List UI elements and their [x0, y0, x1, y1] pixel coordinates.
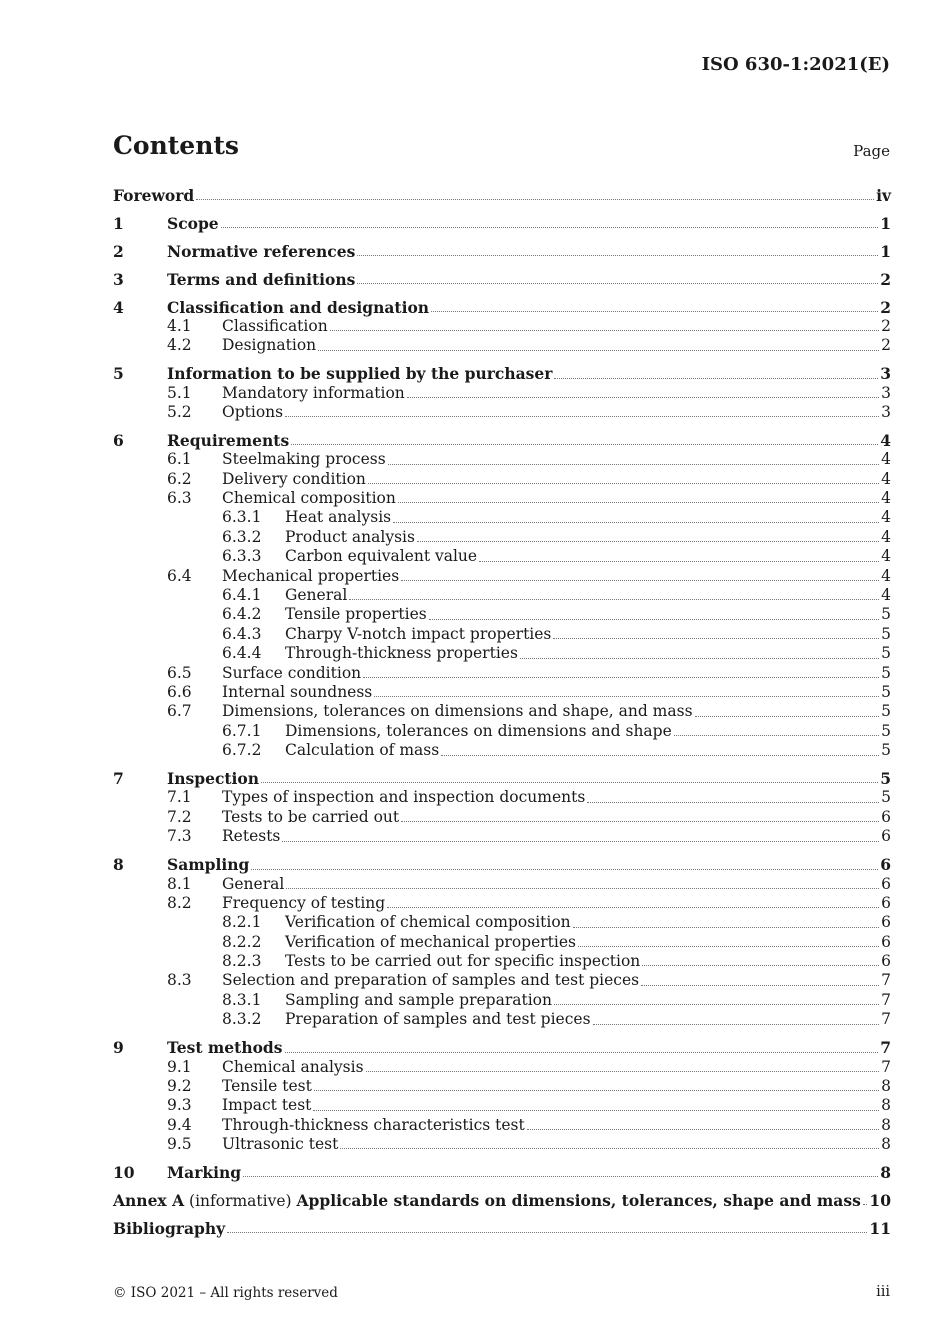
toc-entry-number: 6.3.2: [222, 527, 262, 546]
toc-entry-page: 10: [869, 1190, 891, 1210]
toc-entry-page: 6: [881, 827, 891, 846]
toc-entry[interactable]: [113, 1096, 891, 1115]
toc-entry-page: 7: [881, 1010, 891, 1029]
toc-entry-number: 7.2: [167, 807, 192, 826]
toc-entry[interactable]: [113, 1219, 891, 1238]
dot-leader: [330, 329, 879, 331]
annex-note: (informative): [184, 1191, 297, 1210]
toc-entry-page: 3: [881, 383, 891, 402]
toc-entry[interactable]: [113, 605, 891, 624]
toc-entry-number: 7.1: [167, 788, 192, 807]
toc-entry-page: 5: [881, 741, 891, 760]
toc-entry-page: 2: [881, 336, 891, 355]
toc-entry-title: [113, 1191, 861, 1211]
toc-entry-page: 8: [881, 1096, 891, 1115]
toc-entry-number: 6.2: [167, 469, 192, 488]
toc-entry-page: 6: [881, 874, 891, 893]
toc-entry-title: Dimensions, tolerances on dimensions and shape: [285, 721, 672, 740]
dot-leader: [196, 198, 874, 200]
dot-leader: [286, 887, 879, 889]
toc-entry-title: Information to be supplied by the purchaser: [167, 364, 553, 384]
dot-leader: [285, 1051, 879, 1053]
dot-leader: [553, 637, 879, 639]
dot-leader: [520, 657, 879, 659]
toc-entry-number: 9.1: [167, 1057, 192, 1076]
toc-entry-number: 6.7.2: [222, 741, 262, 760]
toc-entry[interactable]: [113, 1191, 891, 1210]
dot-leader: [374, 695, 879, 697]
toc-entry[interactable]: [113, 683, 891, 702]
toc-entry-number: 10: [113, 1162, 135, 1182]
dot-leader: [554, 377, 878, 379]
toc-entry-title: Marking: [167, 1162, 242, 1182]
document-id: ISO 630-1:2021(E): [701, 54, 890, 75]
dot-leader: [417, 540, 879, 542]
dot-leader: [291, 443, 878, 445]
toc-entry-number: 9: [113, 1038, 124, 1058]
toc-entry-title: Delivery condition: [222, 469, 366, 488]
toc-entry-number: 9.4: [167, 1115, 192, 1134]
toc-entry-number: 6.7.1: [222, 721, 262, 740]
toc-entry[interactable]: [113, 242, 891, 261]
toc-entry-number: 6.7: [167, 702, 192, 721]
toc-entry-title: Internal soundness: [222, 682, 373, 701]
toc-entry-page: 5: [881, 644, 891, 663]
toc-entry-title: Dimensions, tolerances on dimensions and shape, and mass: [222, 702, 693, 721]
toc-entry-title: Verification of chemical composition: [285, 913, 571, 932]
toc-entry-title: Options: [222, 403, 284, 422]
copyright-notice: © ISO 2021 – All rights reserved: [113, 1285, 338, 1301]
table-of-contents: [113, 184, 891, 1238]
toc-entry-page: 2: [880, 269, 891, 289]
dot-leader: [363, 676, 879, 678]
toc-entry-number: 7: [113, 769, 124, 789]
toc-entry-page: 4: [881, 450, 891, 469]
page-column-label: Page: [853, 142, 890, 160]
toc-entry-page: 4: [881, 527, 891, 546]
toc-entry[interactable]: [113, 1135, 891, 1154]
dot-leader: [527, 1128, 879, 1130]
toc-entry-title: Scope: [167, 213, 219, 233]
toc-entry[interactable]: [113, 547, 891, 566]
toc-entry-number: 2: [113, 241, 124, 261]
toc-entry-page: 2: [880, 297, 891, 317]
toc-entry-title: Test methods: [167, 1038, 283, 1058]
toc-entry-title: Product analysis: [285, 527, 415, 546]
toc-entry-title: Designation: [222, 336, 317, 355]
toc-entry-page: 4: [881, 586, 891, 605]
toc-entry[interactable]: [113, 528, 891, 547]
toc-entry-title: Chemical analysis: [222, 1057, 364, 1076]
annex-title-part: Applicable standards on dimensions, tolerances, shape and mass: [296, 1190, 861, 1210]
toc-entry-title: Impact test: [222, 1096, 312, 1115]
toc-entry-number: 6.4.1: [222, 586, 262, 605]
toc-entry-page: 5: [881, 605, 891, 624]
dot-leader: [366, 1070, 880, 1072]
toc-entry-page: 3: [881, 403, 891, 422]
dot-leader: [221, 226, 879, 228]
toc-entry-title: Verification of mechanical properties: [285, 932, 576, 951]
toc-entry-number: 6.4.3: [222, 624, 262, 643]
toc-entry-number: 8.3.1: [222, 990, 262, 1009]
toc-entry-page: 11: [869, 1218, 891, 1238]
dot-leader: [357, 282, 878, 284]
dot-leader: [261, 781, 878, 783]
toc-entry[interactable]: [113, 489, 891, 508]
dot-leader: [863, 1203, 868, 1205]
toc-entry[interactable]: [113, 894, 891, 913]
toc-entry-number: 8.2.3: [222, 952, 262, 971]
toc-entry-number: 8.2: [167, 893, 192, 912]
dot-leader: [318, 349, 879, 351]
toc-entry[interactable]: [113, 214, 891, 233]
toc-entry-page: 6: [881, 952, 891, 971]
toc-entry[interactable]: [113, 403, 891, 422]
toc-entry-number: 8.3: [167, 971, 192, 990]
dot-leader: [441, 754, 879, 756]
toc-entry-page: 5: [881, 721, 891, 740]
toc-entry-page: 8: [881, 1115, 891, 1134]
toc-entry-page: 4: [881, 547, 891, 566]
toc-entry-title: Through-thickness properties: [285, 644, 518, 663]
toc-entry-page: 7: [881, 971, 891, 990]
toc-entry-number: 6.4: [167, 566, 192, 585]
toc-entry[interactable]: [113, 567, 891, 586]
toc-entry-title: Surface condition: [222, 663, 362, 682]
toc-entry-page: 8: [881, 1135, 891, 1154]
toc-entry-page: 7: [880, 1038, 891, 1058]
toc-entry-title: Types of inspection and inspection documents: [222, 788, 586, 807]
toc-entry-number: 7.3: [167, 827, 192, 846]
toc-entry-title: Charpy V-notch impact properties: [285, 624, 552, 643]
toc-entry-number: 5.2: [167, 403, 192, 422]
toc-entry-title: Foreword: [113, 186, 195, 205]
toc-entry[interactable]: [113, 186, 891, 205]
toc-entry-page: 8: [880, 1162, 891, 1182]
toc-entry-number: 9.3: [167, 1096, 192, 1115]
toc-entry[interactable]: [113, 913, 891, 932]
toc-entry-title: Tests to be carried out: [222, 807, 400, 826]
toc-entry[interactable]: [113, 270, 891, 289]
dot-leader: [251, 868, 878, 870]
dot-leader: [593, 1023, 880, 1025]
dot-leader: [429, 618, 879, 620]
toc-entry-title: Requirements: [167, 430, 290, 450]
toc-entry-title: Classification: [222, 316, 328, 335]
toc-entry[interactable]: [113, 298, 891, 317]
contents-title: Contents: [113, 131, 240, 160]
toc-entry-title: Tests to be carried out for specific inspection: [285, 952, 641, 971]
toc-entry-page: 6: [881, 913, 891, 932]
toc-entry[interactable]: [113, 384, 891, 403]
toc-entry-title: Preparation of samples and test pieces: [285, 1010, 591, 1029]
toc-entry-number: 6.3: [167, 489, 192, 508]
dot-leader: [388, 463, 879, 465]
toc-entry-page: 5: [881, 702, 891, 721]
toc-entry-title: Normative references: [167, 241, 356, 261]
toc-entry-page: 1: [880, 213, 891, 233]
toc-entry-page: 4: [881, 469, 891, 488]
dot-leader: [573, 926, 879, 928]
toc-entry-page: 1: [880, 241, 891, 261]
dot-leader: [357, 254, 878, 256]
toc-entry-title: Sampling and sample preparation: [285, 990, 552, 1009]
dot-leader: [642, 964, 879, 966]
toc-entry[interactable]: [113, 317, 891, 336]
toc-entry-number: 9.5: [167, 1135, 192, 1154]
dot-leader: [431, 310, 878, 312]
toc-entry-title: Through-thickness characteristics test: [222, 1115, 525, 1134]
dot-leader: [674, 734, 879, 736]
toc-entry-title: Mechanical properties: [222, 566, 400, 585]
toc-entry-title: Carbon equivalent value: [285, 547, 478, 566]
toc-entry[interactable]: [113, 1077, 891, 1096]
toc-entry[interactable]: [113, 827, 891, 846]
dot-leader: [282, 840, 879, 842]
toc-entry-page: 6: [881, 807, 891, 826]
dot-leader: [479, 560, 879, 562]
toc-entry-number: 6.6: [167, 682, 192, 701]
toc-entry-number: 6.3.1: [222, 508, 262, 527]
toc-entry-number: 8.2.2: [222, 932, 262, 951]
toc-entry-page: 6: [881, 893, 891, 912]
toc-entry-number: 4.2: [167, 336, 192, 355]
toc-entry-page: 5: [881, 624, 891, 643]
toc-entry-number: 3: [113, 269, 124, 289]
toc-entry[interactable]: [113, 855, 891, 874]
toc-entry[interactable]: [113, 769, 891, 788]
toc-entry[interactable]: [113, 664, 891, 683]
toc-entry[interactable]: [113, 971, 891, 990]
toc-entry-title: Chemical composition: [222, 489, 396, 508]
toc-entry-title: Steelmaking process: [222, 450, 386, 469]
toc-entry[interactable]: [113, 1038, 891, 1057]
toc-entry-number: 5.1: [167, 383, 192, 402]
toc-entry-number: 6.3.3: [222, 547, 262, 566]
toc-entry-number: 6.5: [167, 663, 192, 682]
toc-entry-title: Ultrasonic test: [222, 1135, 339, 1154]
toc-entry-title: Classification and designation: [167, 297, 430, 317]
toc-entry-title: Heat analysis: [285, 508, 392, 527]
dot-leader: [340, 1147, 879, 1149]
dot-leader: [641, 984, 879, 986]
toc-entry[interactable]: [113, 508, 891, 527]
dot-leader: [243, 1175, 878, 1177]
toc-entry-number: 6.4.4: [222, 644, 262, 663]
toc-entry[interactable]: [113, 875, 891, 894]
toc-entry-title: Bibliography: [113, 1218, 226, 1238]
toc-entry-number: 8.3.2: [222, 1010, 262, 1029]
toc-entry[interactable]: [113, 788, 891, 807]
toc-entry[interactable]: [113, 644, 891, 663]
toc-entry-number: 8: [113, 855, 124, 875]
toc-entry-number: 9.2: [167, 1076, 192, 1095]
toc-entry-page: 5: [881, 682, 891, 701]
toc-entry-page: 5: [881, 788, 891, 807]
dot-leader: [349, 598, 879, 600]
toc-entry-page: 7: [881, 990, 891, 1009]
toc-entry[interactable]: [113, 741, 891, 760]
toc-entry-page: 4: [881, 566, 891, 585]
toc-entry-number: 4.1: [167, 316, 192, 335]
toc-entry[interactable]: [113, 808, 891, 827]
toc-entry-page: 3: [880, 364, 891, 384]
toc-entry[interactable]: [113, 586, 891, 605]
dot-leader: [401, 579, 879, 581]
page-number: iii: [876, 1284, 890, 1300]
toc-entry-number: 1: [113, 213, 124, 233]
toc-entry[interactable]: [113, 933, 891, 952]
dot-leader: [227, 1231, 867, 1233]
toc-entry-page: 2: [881, 316, 891, 335]
toc-entry-number: 8.2.1: [222, 913, 262, 932]
toc-entry[interactable]: [113, 1163, 891, 1182]
toc-entry-page: iv: [876, 186, 891, 205]
dot-leader: [313, 1109, 879, 1111]
toc-entry[interactable]: [113, 336, 891, 355]
toc-entry-title: Sampling: [167, 855, 250, 875]
toc-entry[interactable]: [113, 722, 891, 741]
toc-entry[interactable]: [113, 364, 891, 383]
dot-leader: [285, 415, 879, 417]
toc-entry-title: Calculation of mass: [285, 741, 440, 760]
toc-entry-page: 4: [881, 508, 891, 527]
toc-entry-title: Mandatory information: [222, 383, 405, 402]
dot-leader: [407, 396, 879, 398]
toc-entry[interactable]: [113, 991, 891, 1010]
dot-leader: [314, 1089, 879, 1091]
dot-leader: [393, 521, 879, 523]
toc-entry-page: 4: [881, 489, 891, 508]
toc-entry-number: 4: [113, 297, 124, 317]
dot-leader: [401, 820, 879, 822]
toc-entry-title: Retests: [222, 827, 281, 846]
dot-leader: [578, 945, 879, 947]
toc-entry[interactable]: [113, 1058, 891, 1077]
toc-entry[interactable]: [113, 1116, 891, 1135]
dot-leader: [554, 1003, 879, 1005]
toc-entry-page: 5: [880, 769, 891, 789]
dot-leader: [695, 715, 880, 717]
toc-entry-page: 5: [881, 663, 891, 682]
toc-entry-number: 6: [113, 430, 124, 450]
toc-entry-title: Inspection: [167, 769, 260, 789]
toc-entry-title: Terms and definitions: [167, 269, 356, 289]
toc-entry-title: Tensile properties: [285, 605, 427, 624]
toc-entry-number: 6.4.2: [222, 605, 262, 624]
toc-entry-title: General: [285, 586, 348, 605]
toc-entry-title: General: [222, 874, 285, 893]
toc-entry[interactable]: [113, 702, 891, 721]
toc-entry[interactable]: [113, 952, 891, 971]
toc-entry[interactable]: [113, 470, 891, 489]
toc-entry[interactable]: [113, 1010, 891, 1029]
toc-entry-page: 6: [880, 855, 891, 875]
toc-entry-number: 6.1: [167, 450, 192, 469]
dot-leader: [587, 801, 879, 803]
toc-entry-title: Frequency of testing: [222, 893, 386, 912]
toc-entry-page: 7: [881, 1057, 891, 1076]
toc-entry[interactable]: [113, 450, 891, 469]
dot-leader: [368, 482, 879, 484]
toc-entry-page: 8: [881, 1076, 891, 1095]
toc-entry[interactable]: [113, 431, 891, 450]
toc-entry-page: 6: [881, 932, 891, 951]
dot-leader: [398, 501, 879, 503]
toc-entry-page: 4: [880, 430, 891, 450]
dot-leader: [387, 906, 879, 908]
toc-entry-number: 5: [113, 364, 124, 384]
toc-entry-title: Tensile test: [222, 1076, 312, 1095]
annex-title-part: Annex A: [113, 1190, 185, 1210]
toc-entry[interactable]: [113, 625, 891, 644]
toc-entry-number: 8.1: [167, 874, 192, 893]
toc-entry-title: Selection and preparation of samples and test pieces: [222, 971, 640, 990]
